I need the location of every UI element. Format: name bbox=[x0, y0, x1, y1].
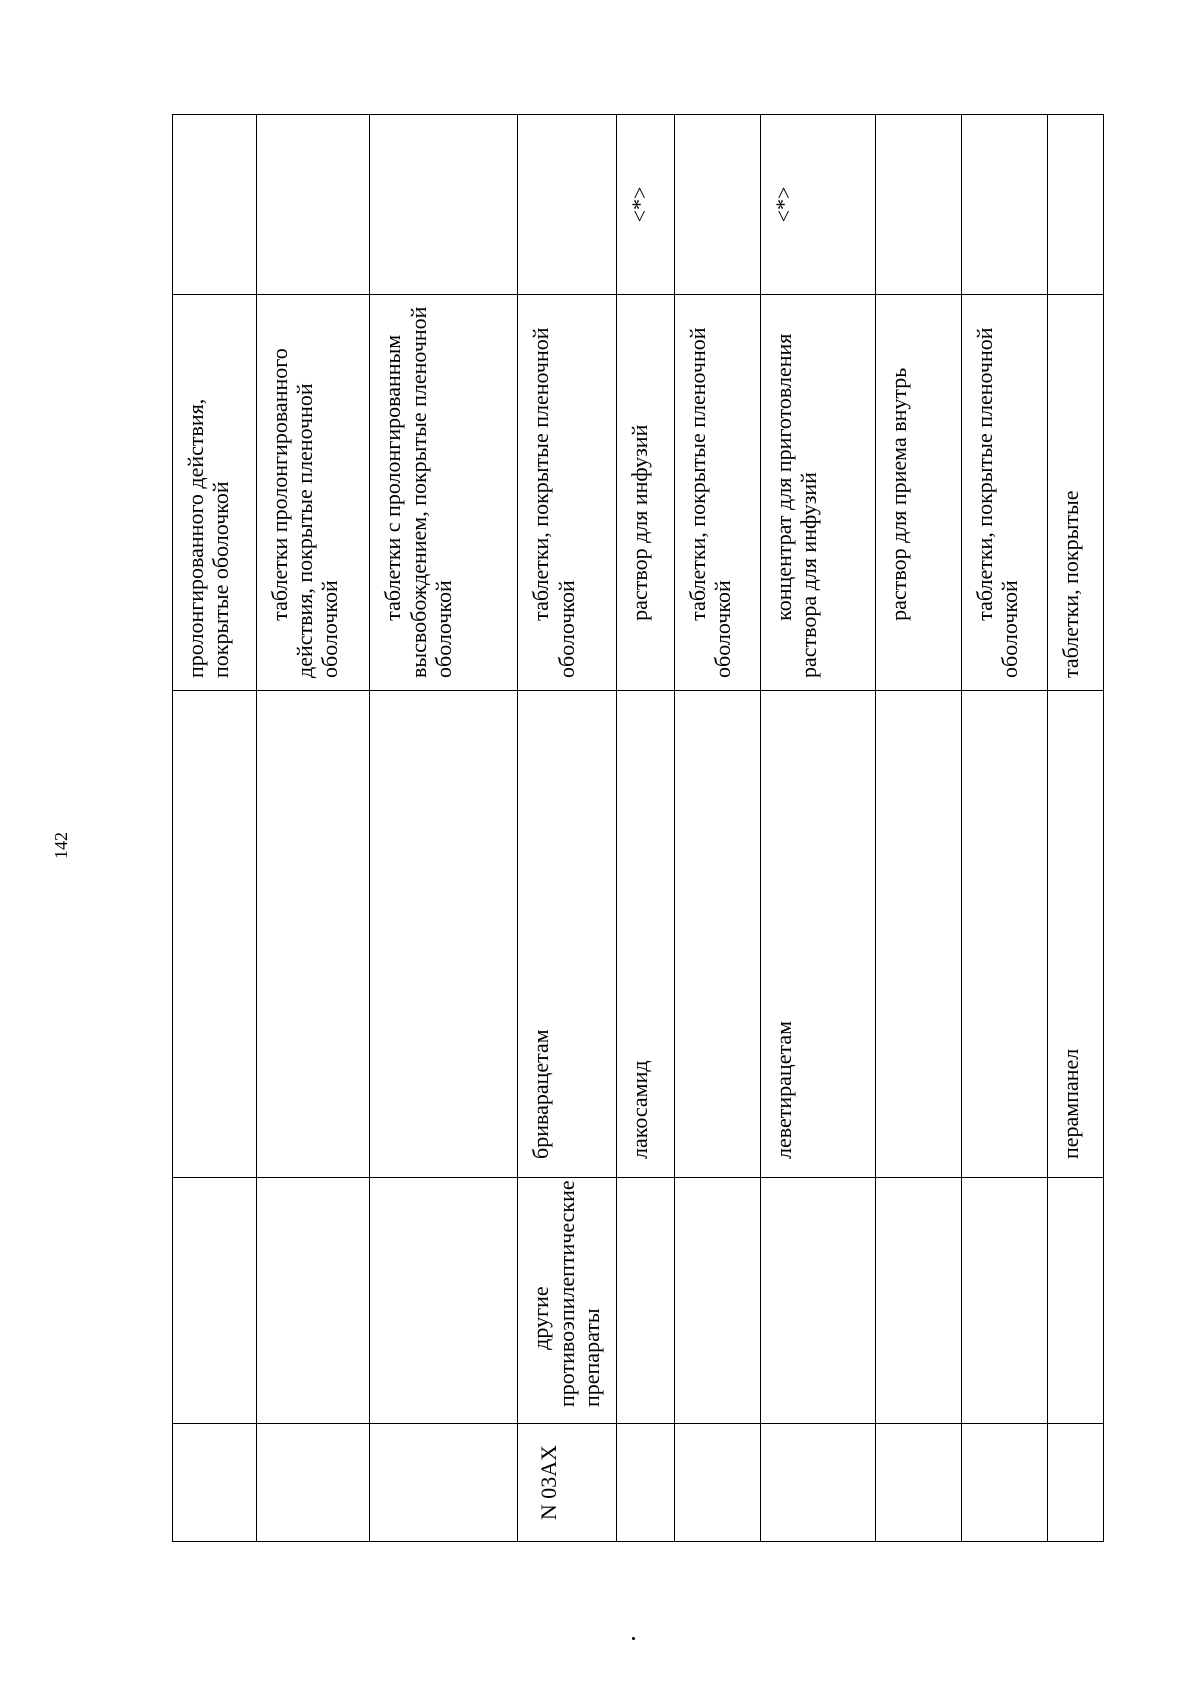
note-cell bbox=[256, 115, 369, 295]
page-dot bbox=[632, 1637, 635, 1640]
code-cell bbox=[370, 1424, 518, 1542]
group-cell bbox=[173, 1178, 257, 1424]
name-cell bbox=[876, 691, 962, 1178]
table-row bbox=[674, 115, 760, 1542]
name-cell: лакосамид bbox=[617, 691, 674, 1178]
note-cell: <*> bbox=[617, 115, 674, 295]
rotated-table-content bbox=[172, 115, 1104, 1542]
group-cell bbox=[760, 1178, 875, 1424]
note-cell bbox=[370, 115, 518, 295]
form-cell: раствор для инфузий bbox=[617, 295, 674, 691]
group-cell bbox=[256, 1178, 369, 1424]
group-cell bbox=[617, 1178, 674, 1424]
table-row bbox=[256, 115, 369, 1542]
group-cell bbox=[876, 1178, 962, 1424]
code-cell bbox=[760, 1424, 875, 1542]
page-number: 142 bbox=[51, 832, 71, 859]
table-row bbox=[518, 115, 617, 1542]
table-row bbox=[617, 115, 674, 1542]
code-cell bbox=[173, 1424, 257, 1542]
code-cell bbox=[876, 1424, 962, 1542]
table-row bbox=[1047, 115, 1103, 1542]
note-cell bbox=[674, 115, 760, 295]
form-cell: концентрат для приготовления раствора для инфузий bbox=[760, 295, 875, 691]
code-cell bbox=[256, 1424, 369, 1542]
group-cell bbox=[1047, 1178, 1103, 1424]
table-row bbox=[173, 115, 257, 1542]
name-cell: перампанел bbox=[1047, 691, 1103, 1178]
table-row bbox=[760, 115, 875, 1542]
note-cell bbox=[518, 115, 617, 295]
table-row bbox=[370, 115, 518, 1542]
form-cell: таблетки, покрытые пленочной оболочкой bbox=[518, 295, 617, 691]
form-cell: таблетки, покрытые bbox=[1047, 295, 1103, 691]
code-cell: N 03AX bbox=[518, 1424, 617, 1542]
group-cell: другие противоэпилептические препараты bbox=[518, 1178, 617, 1424]
note-cell bbox=[173, 115, 257, 295]
form-cell: таблетки пролонгированного действия, покрытые пленочной оболочкой bbox=[256, 295, 369, 691]
name-cell bbox=[961, 691, 1047, 1178]
group-cell bbox=[370, 1178, 518, 1424]
note-cell: <*> bbox=[760, 115, 875, 295]
code-cell bbox=[617, 1424, 674, 1542]
name-cell: бриварацетам bbox=[518, 691, 617, 1178]
note-cell bbox=[876, 115, 962, 295]
form-cell: пролонгированного действия, покрытые оболочкой bbox=[173, 295, 257, 691]
form-cell: таблетки с пролонгированным высвобождением, покрытые пленочной оболочкой bbox=[370, 295, 518, 691]
form-cell: таблетки, покрытые пленочной оболочкой bbox=[961, 295, 1047, 691]
table-row bbox=[876, 115, 962, 1542]
code-cell bbox=[1047, 1424, 1103, 1542]
name-cell bbox=[674, 691, 760, 1178]
note-cell bbox=[961, 115, 1047, 295]
name-cell bbox=[173, 691, 257, 1178]
name-cell: леветирацетам bbox=[760, 691, 875, 1178]
name-cell bbox=[370, 691, 518, 1178]
form-cell: раствор для приема внутрь bbox=[876, 295, 962, 691]
document-table-frame bbox=[172, 115, 1104, 1542]
group-cell bbox=[961, 1178, 1047, 1424]
code-cell bbox=[961, 1424, 1047, 1542]
group-cell bbox=[674, 1178, 760, 1424]
code-cell bbox=[674, 1424, 760, 1542]
name-cell bbox=[256, 691, 369, 1178]
form-cell: таблетки, покрытые пленочной оболочкой bbox=[674, 295, 760, 691]
note-cell bbox=[1047, 115, 1103, 295]
medication-table bbox=[172, 114, 1104, 1542]
table-row bbox=[961, 115, 1047, 1542]
